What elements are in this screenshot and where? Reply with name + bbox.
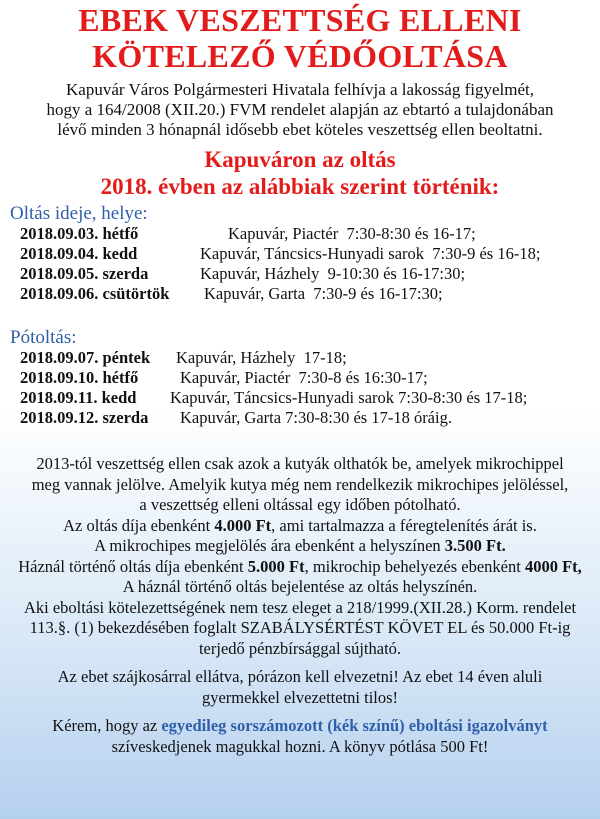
penalty-line: 113.§. (1) bekezdésében foglalt SZABÁLYSÉRTÉST KÖVET EL és 50.000 Ft-ig xyxy=(29,618,571,637)
microchip-line: meg vannak jelölve. Amelyik kutya még nem rendelkezik mikrochipes jelöléssel, xyxy=(31,474,569,494)
makeup-date: 2018.09.11. kedd xyxy=(20,388,137,407)
intro-line: lévő minden 3 hónapnál idősebb ebet köteles veszettség ellen beoltatni. xyxy=(57,120,543,139)
schedule-date: 2018.09.04. kedd xyxy=(20,244,138,263)
penalty-line: Aki eboltási kötelezettségének nem tesz eleget a 218/1999.(XII.28.) Korm. rendelet xyxy=(23,597,577,617)
info-block xyxy=(4,454,596,659)
home-fee-amount: 5.000 Ft xyxy=(247,556,305,576)
fee-amount: 4.000 Ft xyxy=(214,515,272,535)
title-line-1: EBEK VESZETTSÉG ELLENI xyxy=(78,2,522,38)
home-fee-text: , mikrochip behelyezés ebenként xyxy=(304,556,525,576)
microchip-line: 2013-tól veszettség ellen csak azok a kutyák olthatók be, amelyek mikrochippel xyxy=(36,454,564,473)
makeup-place: Kapuvár, Garta 7:30-8:30 és 17-18 óráig. xyxy=(180,408,452,427)
makeup-row xyxy=(20,368,600,388)
intro-line: hogy a 164/2008 (XII.20.) FVM rendelet alapján az ebtartó a tulajdonában xyxy=(46,100,554,119)
makeup-row xyxy=(20,388,600,408)
request-text: Kérem, hogy az xyxy=(52,716,162,735)
makeup-row xyxy=(20,348,600,368)
intro-line: Kapuvár Város Polgármesteri Hivatala felhívja a lakosság figyelmét, xyxy=(66,80,534,99)
schedule-date: 2018.09.03. hétfő xyxy=(20,224,139,243)
fee-text: , ami tartalmazza a féregtelenítés árát is. xyxy=(271,515,537,535)
schedule-row xyxy=(20,224,600,244)
schedule-place: Kapuvár, Garta 7:30-9 és 16-17:30; xyxy=(204,284,443,303)
request-block xyxy=(4,716,596,757)
request-line: szíveskedjenek magukkal hozni. A könyv pótlása 500 Ft! xyxy=(111,736,489,756)
title-line-2: KÖTELEZŐ VÉDŐOLTÁSA xyxy=(92,38,508,74)
makeup-place: Kapuvár, Táncsics-Hunyadi sarok 7:30-8:30 és 17-18; xyxy=(170,388,528,407)
home-fee-line xyxy=(4,557,596,578)
makeup-date: 2018.09.07. péntek xyxy=(20,348,151,367)
schedule-place: Kapuvár, Táncsics-Hunyadi sarok 7:30-9 és 16-18; xyxy=(200,244,541,263)
schedule-date: 2018.09.06. csütörtök xyxy=(20,284,170,303)
makeup-place: Kapuvár, Házhely 17-18; xyxy=(176,348,347,367)
schedule-row xyxy=(20,244,600,264)
subtitle-line-2: 2018. évben az alábbiak szerint történik: xyxy=(100,174,500,199)
schedule-place: Kapuvár, Piactér 7:30-8:30 és 16-17; xyxy=(228,224,476,243)
subtitle-line-1: Kapuváron az oltás xyxy=(204,147,396,172)
schedule-row xyxy=(20,284,600,304)
schedule-place: Kapuvár, Házhely 9-10:30 és 16-17:30; xyxy=(200,264,466,283)
makeup-date: 2018.09.10. hétfő xyxy=(20,368,139,387)
muzzle-line: gyermekkel elvezettetni tilos! xyxy=(201,687,399,707)
muzzle-block xyxy=(4,667,596,708)
schedule-list xyxy=(0,224,600,304)
microchip-line: a veszettség elleni oltással egy időben pótolható. xyxy=(139,495,461,514)
home-chip-amount: 4000 Ft, xyxy=(524,556,582,576)
intro-paragraph xyxy=(6,80,594,140)
schedule-heading: Oltás ideje, helye: xyxy=(10,203,148,224)
makeup-row xyxy=(20,408,600,428)
chip-fee-line xyxy=(4,536,596,557)
fee-text: Az oltás díja ebenként xyxy=(63,515,215,535)
penalty-line: terjedő pénzbírsággal sújtható. xyxy=(198,638,402,658)
makeup-date: 2018.09.12. szerda xyxy=(20,408,149,427)
makeup-place: Kapuvár, Piactér 7:30-8 és 16:30-17; xyxy=(180,368,428,387)
certificate-highlight: egyedileg sorszámozott (kék színű) eboltási igazolványt xyxy=(161,716,548,735)
muzzle-line: Az ebet szájkosárral ellátva, pórázon kell elvezetni! Az ebet 14 éven aluli xyxy=(57,667,543,686)
vaccination-fee-line xyxy=(4,516,596,537)
request-line xyxy=(4,716,596,737)
chip-fee-text: A mikrochipes megjelölés ára ebenként a helyszínen xyxy=(94,536,445,555)
makeup-list xyxy=(0,348,600,428)
makeup-heading: Pótoltás: xyxy=(10,327,77,348)
home-note-line: A háznál történő oltás bejelentése az oltás helyszínén. xyxy=(122,577,478,596)
home-fee-text: Háznál történő oltás díja ebenként xyxy=(18,556,248,576)
schedule-row xyxy=(20,264,600,284)
schedule-date: 2018.09.05. szerda xyxy=(20,264,149,283)
chip-fee-amount: 3.500 Ft. xyxy=(444,536,506,555)
